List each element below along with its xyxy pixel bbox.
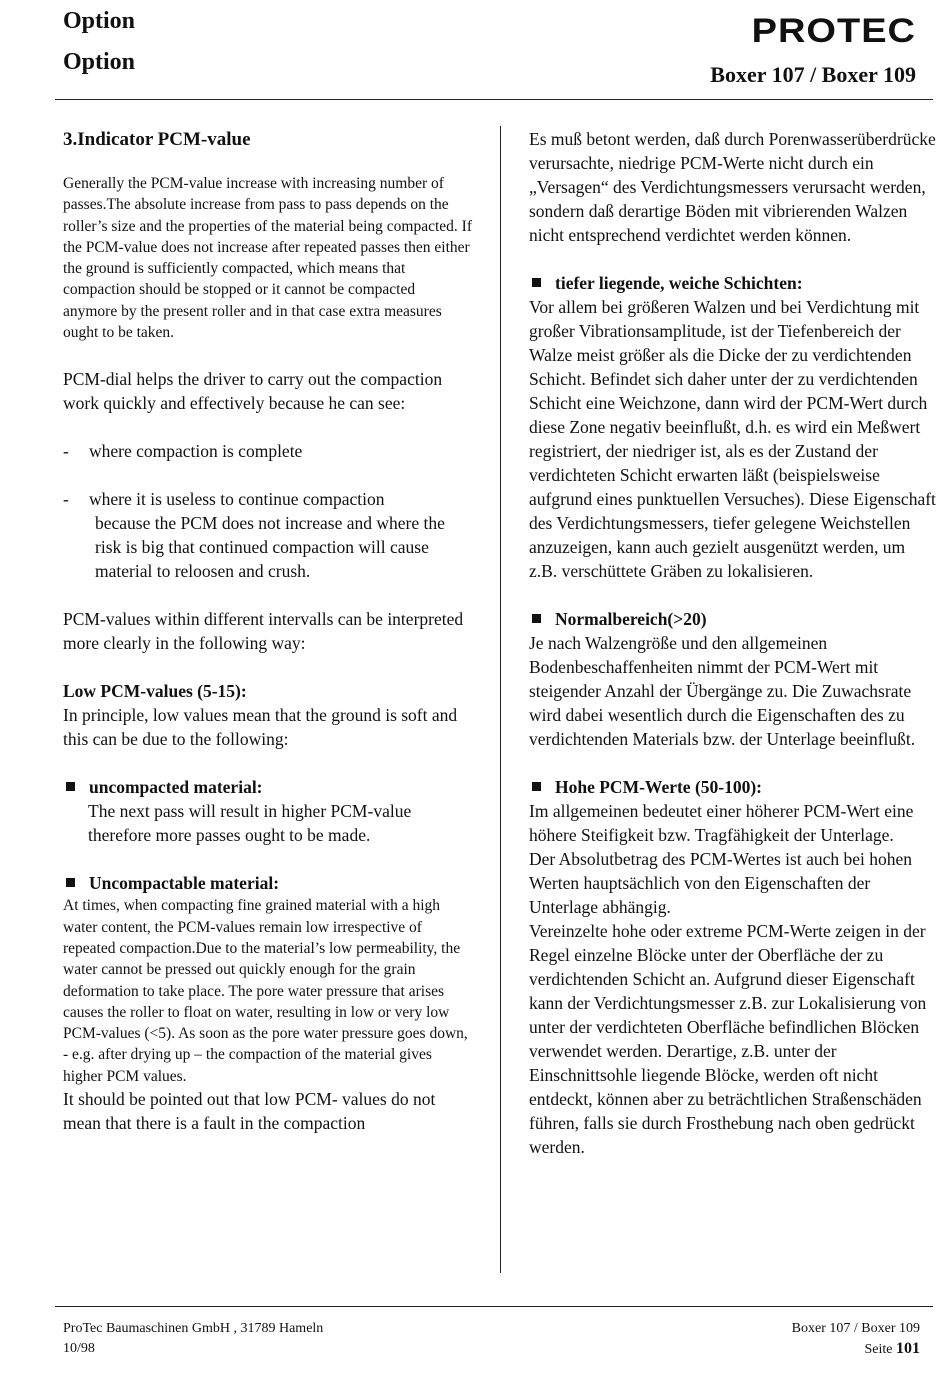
low-pcm-heading: Low PCM-values (5-15): <box>63 681 247 702</box>
tiefer-heading-text: tiefer liegende, weiche Schichten: <box>555 273 803 293</box>
uncompactable-heading <box>63 871 473 895</box>
normal-heading-text: Normalbereich(>20) <box>555 609 707 629</box>
footer-right <box>792 1319 920 1360</box>
protec-logo: PROTEC <box>751 12 916 50</box>
uncompacted-text: The next pass will result in higher PCM-value therefore more passes ought to be made. <box>88 801 412 846</box>
bullet-square-icon <box>532 614 541 623</box>
hohe-text-3: Vereinzelte hohe oder extreme PCM-Werte zeigen in der Regel einzelne Blöcke unter der Oberfläche der zu verdichtenden Schicht an. Aufgrund dieser Eigenschaft kann der Verdichtungsmesser z.B. zur Lokalisierung von unter der verdichteten Oberfläche befindlichen Blöcken verwendet werden. Derartige, z.B. unter der Einschnittsohle liegende Blöcke, werden oft nicht entdeckt, können aber zu beträchtlichen Straßenschäden führen, falls sie durch Frosthebung nach oben gedrückt werden. <box>529 921 927 1157</box>
left-column <box>63 127 473 1135</box>
uncompacted-heading-text: uncompacted material: <box>89 777 263 798</box>
uncompacted-heading <box>63 775 473 799</box>
uncompactable-heading-text: Uncompactable material: <box>89 873 280 894</box>
bullet-square-icon <box>532 782 541 791</box>
low-pcm-text: In principle, low values mean that the ground is soft and this can be due to the following: <box>63 705 458 750</box>
dash-item-2-text-b: because the PCM does not increase and where the risk is big that continued compaction will cause material to reloosen and crush. <box>95 513 445 582</box>
hohe-heading <box>529 775 937 799</box>
uncompactable-text: At times, when compacting fine grained material with a high water content, the PCM-values remain low irrespective of repeated compaction.Due to the material’s low permeability, the water cannot be pressed out quickly enough for the grain deformation to take place. The pore water pressure that arises causes the roller to float on water, resulting in low or very low PCM-values (<5). As soon as the pore water pressure goes down, - e.g. after drying up – the compaction of the material gives higher PCM values. <box>63 897 468 1085</box>
intro-paragraph: Generally the PCM-value increase with increasing number of passes.The absolute increase from pass to pass depends on the roller’s size and the properties of the material being compacted. If the PCM-value does not increase after repeated passes then either the ground is sufficiently compacted, which means that compaction should be stopped or it cannot be compacted anymore by the present roller and in that case extra measures ought to be taken. <box>63 175 473 342</box>
header-rule <box>55 99 933 100</box>
dash-item-1-text: where compaction is complete <box>89 441 303 462</box>
footer-date: 10/98 <box>63 1341 95 1356</box>
footer-page <box>792 1339 920 1360</box>
column-divider <box>500 126 501 1273</box>
section-heading: 3.Indicator PCM-value <box>63 129 251 150</box>
footer-page-label: Seite <box>864 1342 893 1357</box>
hohe-text-2: Der Absolutbetrag des PCM-Wertes ist auch bei hohen Werten hauptsächlich von den Eigenschaften der Unterlage abhängig. <box>529 849 913 917</box>
pointed-out-paragraph: It should be pointed out that low PCM- values do not mean that there is a fault in the compaction <box>63 1089 436 1134</box>
bullet-square-icon <box>532 278 541 287</box>
dash-item-2: - where it is useless to continue compaction <box>63 489 385 510</box>
bullet-square-icon <box>66 878 75 887</box>
normal-heading <box>529 607 937 631</box>
footer-company: ProTec Baumaschinen GmbH , 31789 Hameln <box>63 1321 324 1336</box>
intervals-paragraph: PCM-values within different intervalls can be interpreted more clearly in the following way: <box>63 609 464 654</box>
footer-rule <box>55 1306 933 1307</box>
normal-text: Je nach Walzengröße und den allgemeinen Bodenbeschaffenheiten nimmt der PCM-Wert mit steigender Anzahl der Übergänge zu. Die Zuwachsrate wird dabei wesentlich durch die Eigenschaften des zu verdichtenden Materials bzw. der Unterlage beeinflußt. <box>529 633 916 749</box>
hohe-text-1: Im allgemeinen bedeutet einer höherer PCM-Wert eine höhere Steifigkeit bzw. Tragfähigkeit der Unterlage. <box>529 801 914 845</box>
header-option-2: Option <box>63 49 136 75</box>
bullet-square-icon <box>66 782 75 791</box>
tiefer-heading <box>529 271 937 295</box>
footer-model: Boxer 107 / Boxer 109 <box>791 1321 920 1336</box>
right-column <box>529 127 937 1159</box>
hohe-heading-text: Hohe PCM-Werte (50-100): <box>555 777 763 797</box>
dash-item-2-text-a: where it is useless to continue compaction <box>89 489 385 510</box>
right-paragraph-1: Es muß betont werden, daß durch Porenwasserüberdrücke verursachte, niedrige PCM-Werte nicht durch ein „Versagen“ des Verdichtungsmessers verursacht werden, sondern daß derartige Böden mit vibrierenden Walzen nicht entsprechend verdichtet werden können. <box>529 129 936 245</box>
header-model: Boxer 107 / Boxer 109 <box>710 62 916 87</box>
dash-item-1: - where compaction is complete <box>63 441 303 462</box>
tiefer-text: Vor allem bei größeren Walzen und bei Verdichtung mit großer Vibrationsamplitude, ist der Tiefenbereich der Walze meist größer als die Dicke der zu verdichtenden Schicht. Befindet sich daher unter der zu verdichtenden Schicht eine Weichzone, dann wird der PCM-Wert durch diese Zone negativ beeinflußt, d.h. es wird ein Meßwert registriert, der niedriger ist, als es der Zustand der verdichteten Schicht erwarten läßt (beispielsweise aufgrund eines punktuellen Versuches). Diese Eigenschaft des Verdichtungsmessers, tiefer gelegene Weichstellen anzuzeigen, kann auch gezielt ausgenützt werden, um z.B. verschüttete Gräben zu lokalisieren. <box>529 297 936 581</box>
footer-page-number: 101 <box>896 1340 920 1357</box>
footer-left <box>63 1319 323 1359</box>
header-option-1: Option <box>63 8 136 34</box>
dial-paragraph: PCM-dial helps the driver to carry out the compaction work quickly and effectively because he can see: <box>63 369 443 414</box>
